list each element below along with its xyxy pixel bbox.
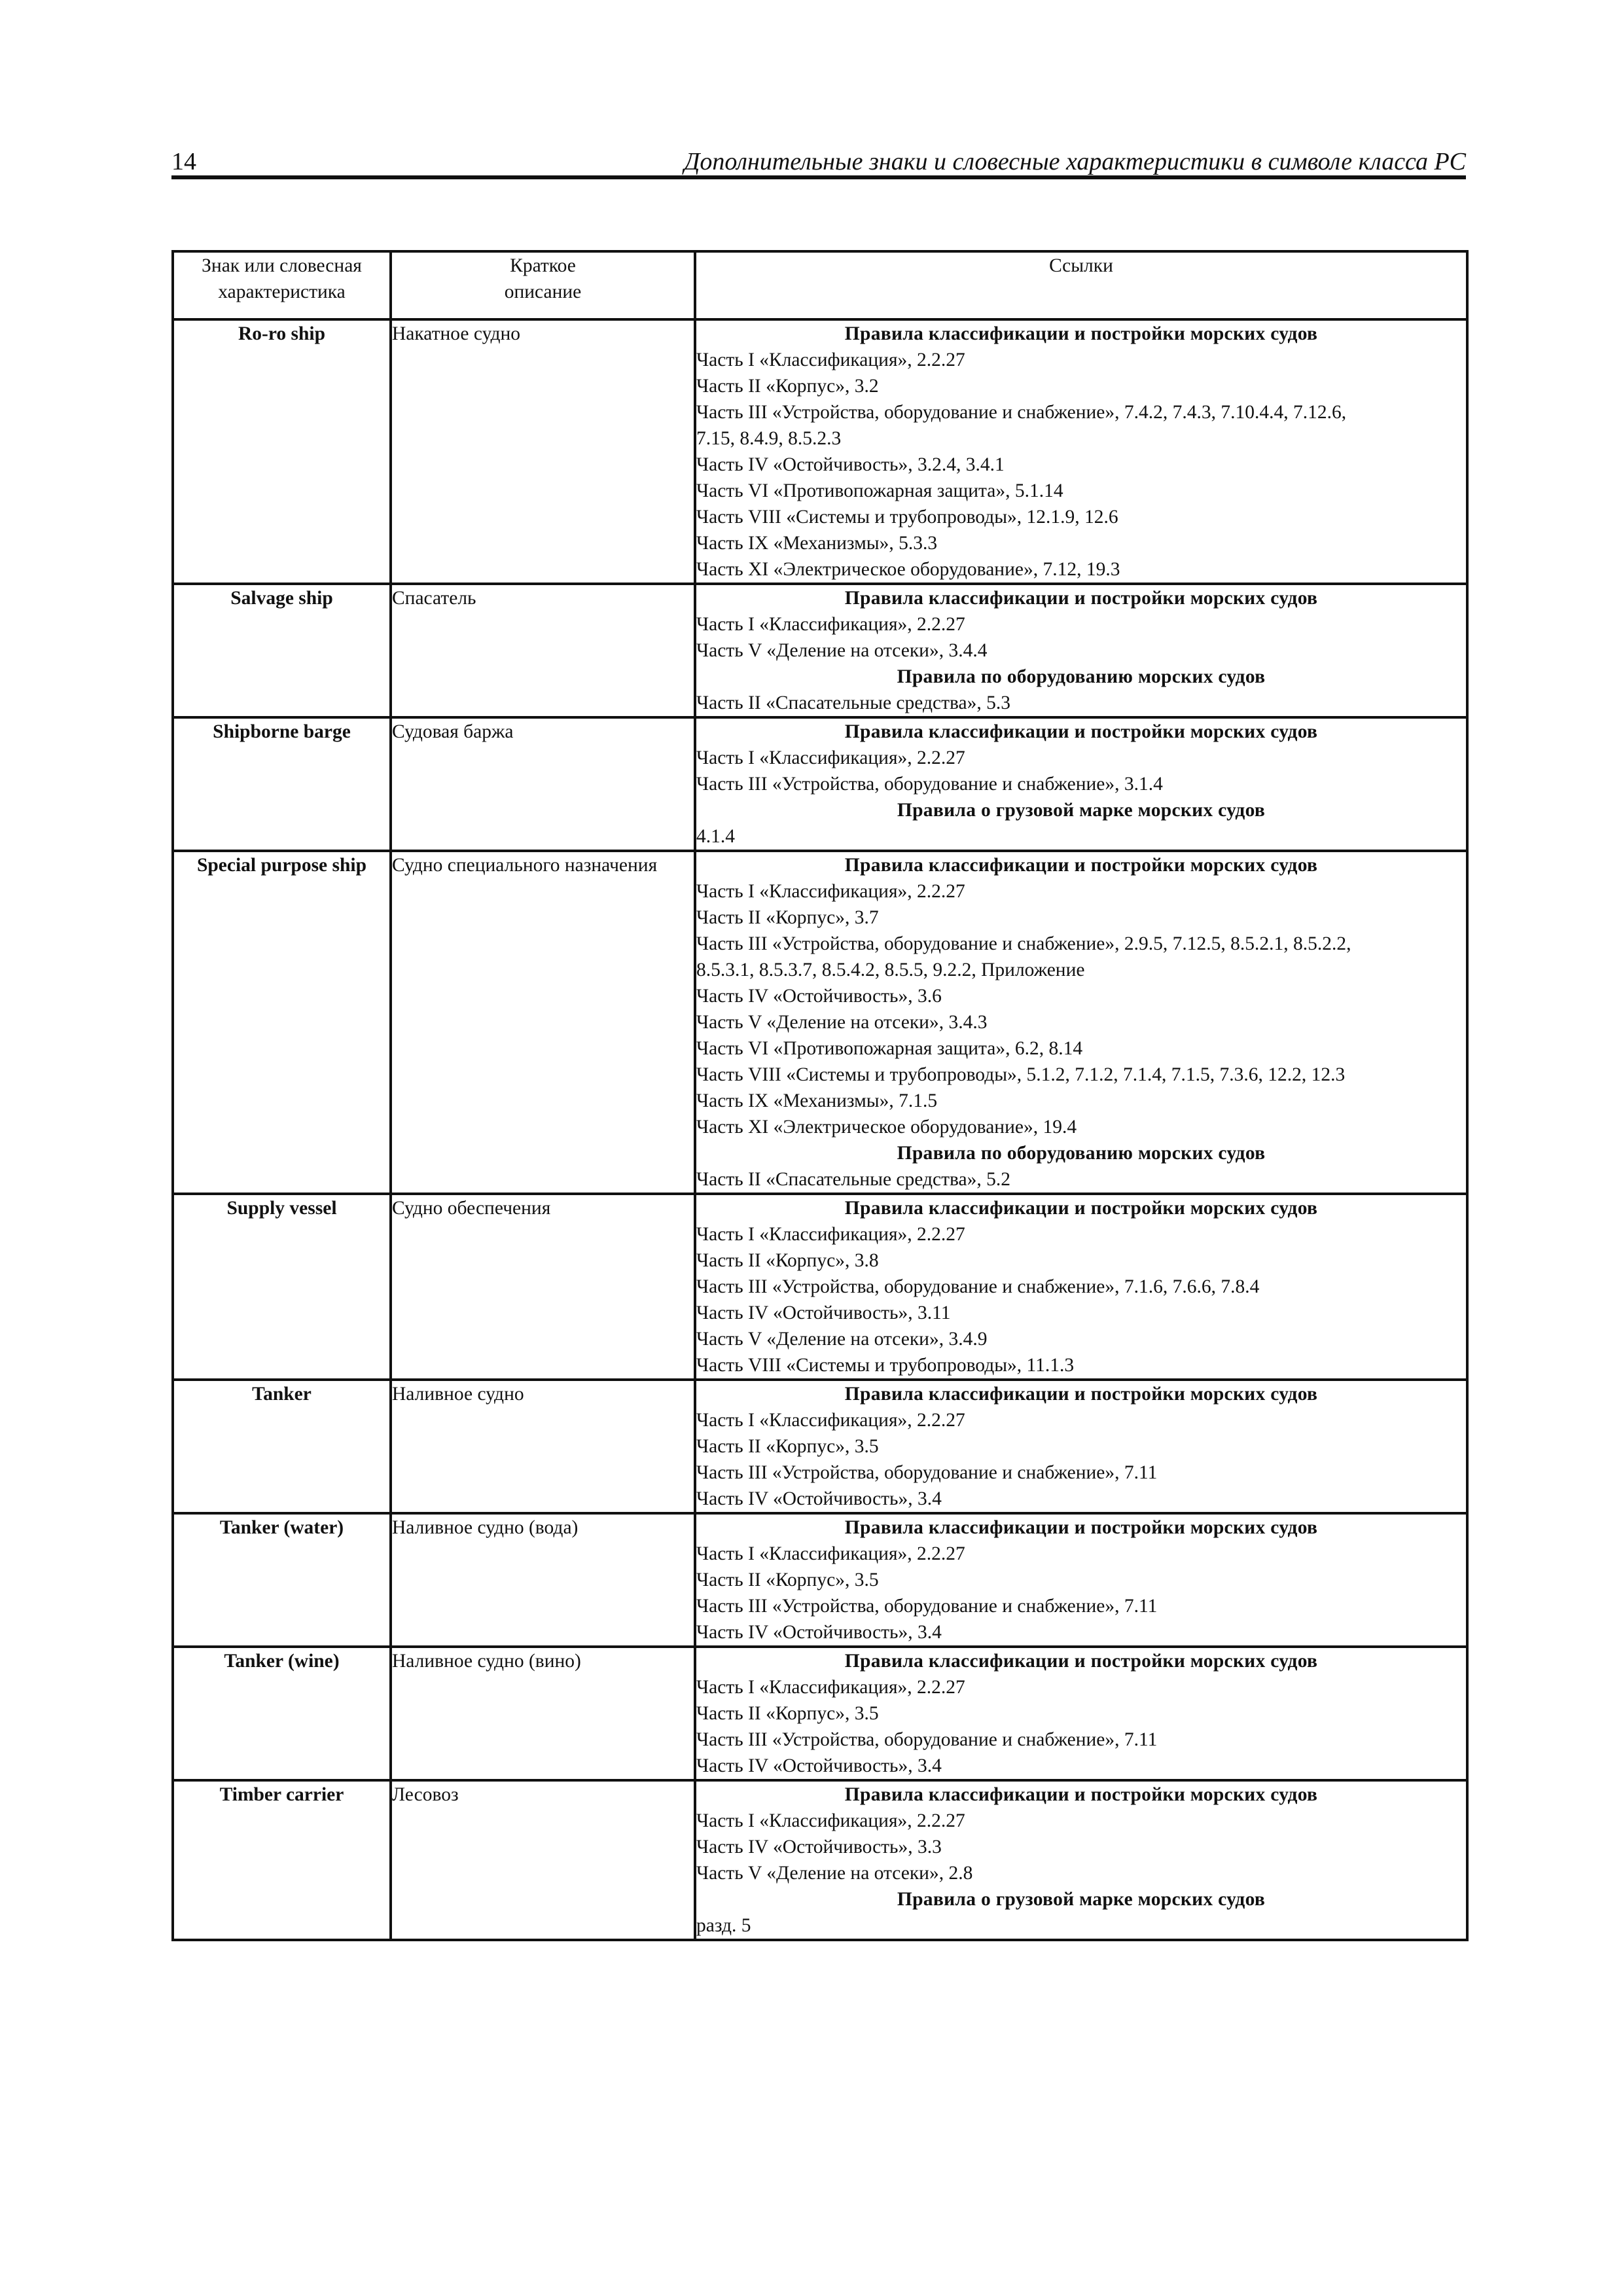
reference-line: Часть II «Корпус», 3.5 <box>696 1436 879 1457</box>
header-text: Ссылки <box>1049 255 1113 276</box>
page-number: 14 <box>171 148 196 175</box>
sign-cell: Tanker (water) <box>173 1513 391 1647</box>
description-cell: Лесовоз <box>391 1780 695 1940</box>
reference-line: Часть I «Классификация», 2.2.27 <box>696 350 965 370</box>
reference-line: Часть VIII «Системы и трубопроводы», 11.1.3 <box>696 1355 1075 1376</box>
reference-line: Часть V «Деление на отсеки», 3.4.9 <box>696 1329 988 1350</box>
reference-line: Часть III «Устройства, оборудование и снабжение», 2.9.5, 7.12.5, 8.5.2.1, 8.5.2.2, <box>696 933 1351 954</box>
header-text: описание <box>504 281 582 302</box>
description-cell: Наливное судно (вода) <box>391 1513 695 1647</box>
description-cell: Наливное судно (вино) <box>391 1647 695 1780</box>
table-header-row <box>173 251 1467 319</box>
reference-line: Часть III «Устройства, оборудование и снабжение», 7.11 <box>696 1462 1158 1483</box>
references-cell <box>695 1380 1467 1513</box>
rules-title: Правила о грузовой марке морских судов <box>897 800 1266 821</box>
reference-line: Часть XI «Электрическое оборудование», 7.12, 19.3 <box>696 559 1120 580</box>
reference-line: Часть V «Деление на отсеки», 2.8 <box>696 1863 973 1884</box>
reference-line: Часть II «Корпус», 3.5 <box>696 1570 879 1590</box>
reference-line: Часть IX «Механизмы», 5.3.3 <box>696 533 938 554</box>
reference-line: Часть V «Деление на отсеки», 3.4.3 <box>696 1012 988 1033</box>
reference-line: 7.15, 8.4.9, 8.5.2.3 <box>696 428 842 449</box>
reference-line: Часть II «Спасательные средства», 5.3 <box>696 692 1010 713</box>
reference-line: Часть II «Корпус», 3.8 <box>696 1250 879 1271</box>
header-text: Краткое <box>510 255 576 276</box>
rules-title: Правила классификации и постройки морских судов <box>844 323 1318 344</box>
header-cell-sign <box>173 251 391 319</box>
sign-cell: Shipborne barge <box>173 717 391 851</box>
reference-line: Часть IV «Остойчивость», 3.4 <box>696 1622 942 1643</box>
table-row <box>173 1380 1467 1513</box>
reference-line: 4.1.4 <box>696 826 735 847</box>
header-cell-description <box>391 251 695 319</box>
table-row <box>173 717 1467 851</box>
sign-cell: Special purpose ship <box>173 851 391 1194</box>
references-cell <box>695 851 1467 1194</box>
references-cell <box>695 319 1467 584</box>
rules-title: Правила классификации и постройки морских судов <box>844 1198 1318 1219</box>
header-rule <box>171 175 1466 179</box>
rules-title: Правила по оборудованию морских судов <box>897 1143 1266 1164</box>
reference-line: Часть I «Классификация», 2.2.27 <box>696 614 965 635</box>
reference-line: Часть VIII «Системы и трубопроводы», 5.1.2, 7.1.2, 7.1.4, 7.1.5, 7.3.6, 12.2, 12.3 <box>696 1064 1346 1085</box>
rules-title: Правила классификации и постройки морских судов <box>844 1651 1318 1672</box>
rules-title: Правила классификации и постройки морских судов <box>844 1517 1318 1538</box>
header-text: Знак или словесная <box>202 255 362 276</box>
rules-title: Правила классификации и постройки морских судов <box>844 588 1318 609</box>
table-body <box>173 319 1467 1940</box>
table-row <box>173 851 1467 1194</box>
reference-line: Часть IV «Остойчивость», 3.6 <box>696 986 942 1007</box>
references-cell <box>695 1513 1467 1647</box>
references-cell <box>695 584 1467 717</box>
description-cell: Судно обеспечения <box>391 1194 695 1380</box>
rules-title: Правила по оборудованию морских судов <box>897 666 1266 687</box>
table-row <box>173 1194 1467 1380</box>
reference-line: Часть VI «Противопожарная защита», 6.2, 8.14 <box>696 1038 1083 1059</box>
reference-line: разд. 5 <box>696 1915 751 1936</box>
reference-line: Часть III «Устройства, оборудование и снабжение», 7.4.2, 7.4.3, 7.10.4.4, 7.12.6, <box>696 402 1347 423</box>
reference-line: Часть I «Классификация», 2.2.27 <box>696 881 965 902</box>
description-cell: Судно специального назначения <box>391 851 695 1194</box>
notation-table <box>171 250 1469 1941</box>
reference-line: Часть II «Корпус», 3.5 <box>696 1703 879 1724</box>
reference-line: Часть III «Устройства, оборудование и снабжение», 7.1.6, 7.6.6, 7.8.4 <box>696 1276 1260 1297</box>
description-cell: Судовая баржа <box>391 717 695 851</box>
reference-line: Часть II «Спасательные средства», 5.2 <box>696 1169 1010 1190</box>
description-cell: Наливное судно <box>391 1380 695 1513</box>
references-cell <box>695 1194 1467 1380</box>
reference-line: Часть II «Корпус», 3.7 <box>696 907 879 928</box>
description-cell: Спасатель <box>391 584 695 717</box>
header-text: характеристика <box>218 281 346 302</box>
sign-cell: Salvage ship <box>173 584 391 717</box>
table-row <box>173 1513 1467 1647</box>
reference-line: Часть IV «Остойчивость», 3.2.4, 3.4.1 <box>696 454 1005 475</box>
table-row <box>173 1780 1467 1940</box>
rules-title: Правила о грузовой марке морских судов <box>897 1889 1266 1910</box>
table-row <box>173 584 1467 717</box>
reference-line: Часть I «Классификация», 2.2.27 <box>696 1224 965 1245</box>
references-cell <box>695 1780 1467 1940</box>
reference-line: Часть IV «Остойчивость», 3.11 <box>696 1302 951 1323</box>
sign-cell: Ro-ro ship <box>173 319 391 584</box>
reference-line: Часть III «Устройства, оборудование и снабжение», 7.11 <box>696 1596 1158 1617</box>
reference-line: Часть XI «Электрическое оборудование», 19.4 <box>696 1117 1077 1138</box>
reference-line: Часть VIII «Системы и трубопроводы», 12.1.9, 12.6 <box>696 507 1118 528</box>
description-cell: Накатное судно <box>391 319 695 584</box>
rules-title: Правила классификации и постройки морских судов <box>844 721 1318 742</box>
reference-line: Часть IX «Механизмы», 7.1.5 <box>696 1090 938 1111</box>
reference-line: Часть IV «Остойчивость», 3.4 <box>696 1755 942 1776</box>
sign-cell: Tanker (wine) <box>173 1647 391 1780</box>
reference-line: Часть VI «Противопожарная защита», 5.1.14 <box>696 480 1063 501</box>
sign-cell: Timber carrier <box>173 1780 391 1940</box>
reference-line: Часть V «Деление на отсеки», 3.4.4 <box>696 640 988 661</box>
reference-line: Часть III «Устройства, оборудование и снабжение», 7.11 <box>696 1729 1158 1750</box>
references-cell <box>695 1647 1467 1780</box>
running-title: Дополнительные знаки и словесные характеристики в символе класса РС <box>684 148 1466 175</box>
reference-line: Часть I «Классификация», 2.2.27 <box>696 747 965 768</box>
sign-cell: Supply vessel <box>173 1194 391 1380</box>
rules-title: Правила классификации и постройки морских судов <box>844 855 1318 876</box>
rules-title: Правила классификации и постройки морских судов <box>844 1784 1318 1805</box>
reference-line: Часть I «Классификация», 2.2.27 <box>696 1410 965 1431</box>
reference-line: 8.5.3.1, 8.5.3.7, 8.5.4.2, 8.5.5, 9.2.2, Приложение <box>696 960 1085 980</box>
table-row <box>173 1647 1467 1780</box>
table-row <box>173 319 1467 584</box>
reference-line: Часть II «Корпус», 3.2 <box>696 376 879 397</box>
sign-cell: Tanker <box>173 1380 391 1513</box>
reference-line: Часть I «Классификация», 2.2.27 <box>696 1810 965 1831</box>
header-cell-references <box>695 251 1467 319</box>
reference-line: Часть III «Устройства, оборудование и снабжение», 3.1.4 <box>696 774 1163 795</box>
reference-line: Часть I «Классификация», 2.2.27 <box>696 1543 965 1564</box>
reference-line: Часть I «Классификация», 2.2.27 <box>696 1677 965 1698</box>
rules-title: Правила классификации и постройки морских судов <box>844 1384 1318 1405</box>
references-cell <box>695 717 1467 851</box>
reference-line: Часть IV «Остойчивость», 3.4 <box>696 1488 942 1509</box>
reference-line: Часть IV «Остойчивость», 3.3 <box>696 1837 942 1857</box>
